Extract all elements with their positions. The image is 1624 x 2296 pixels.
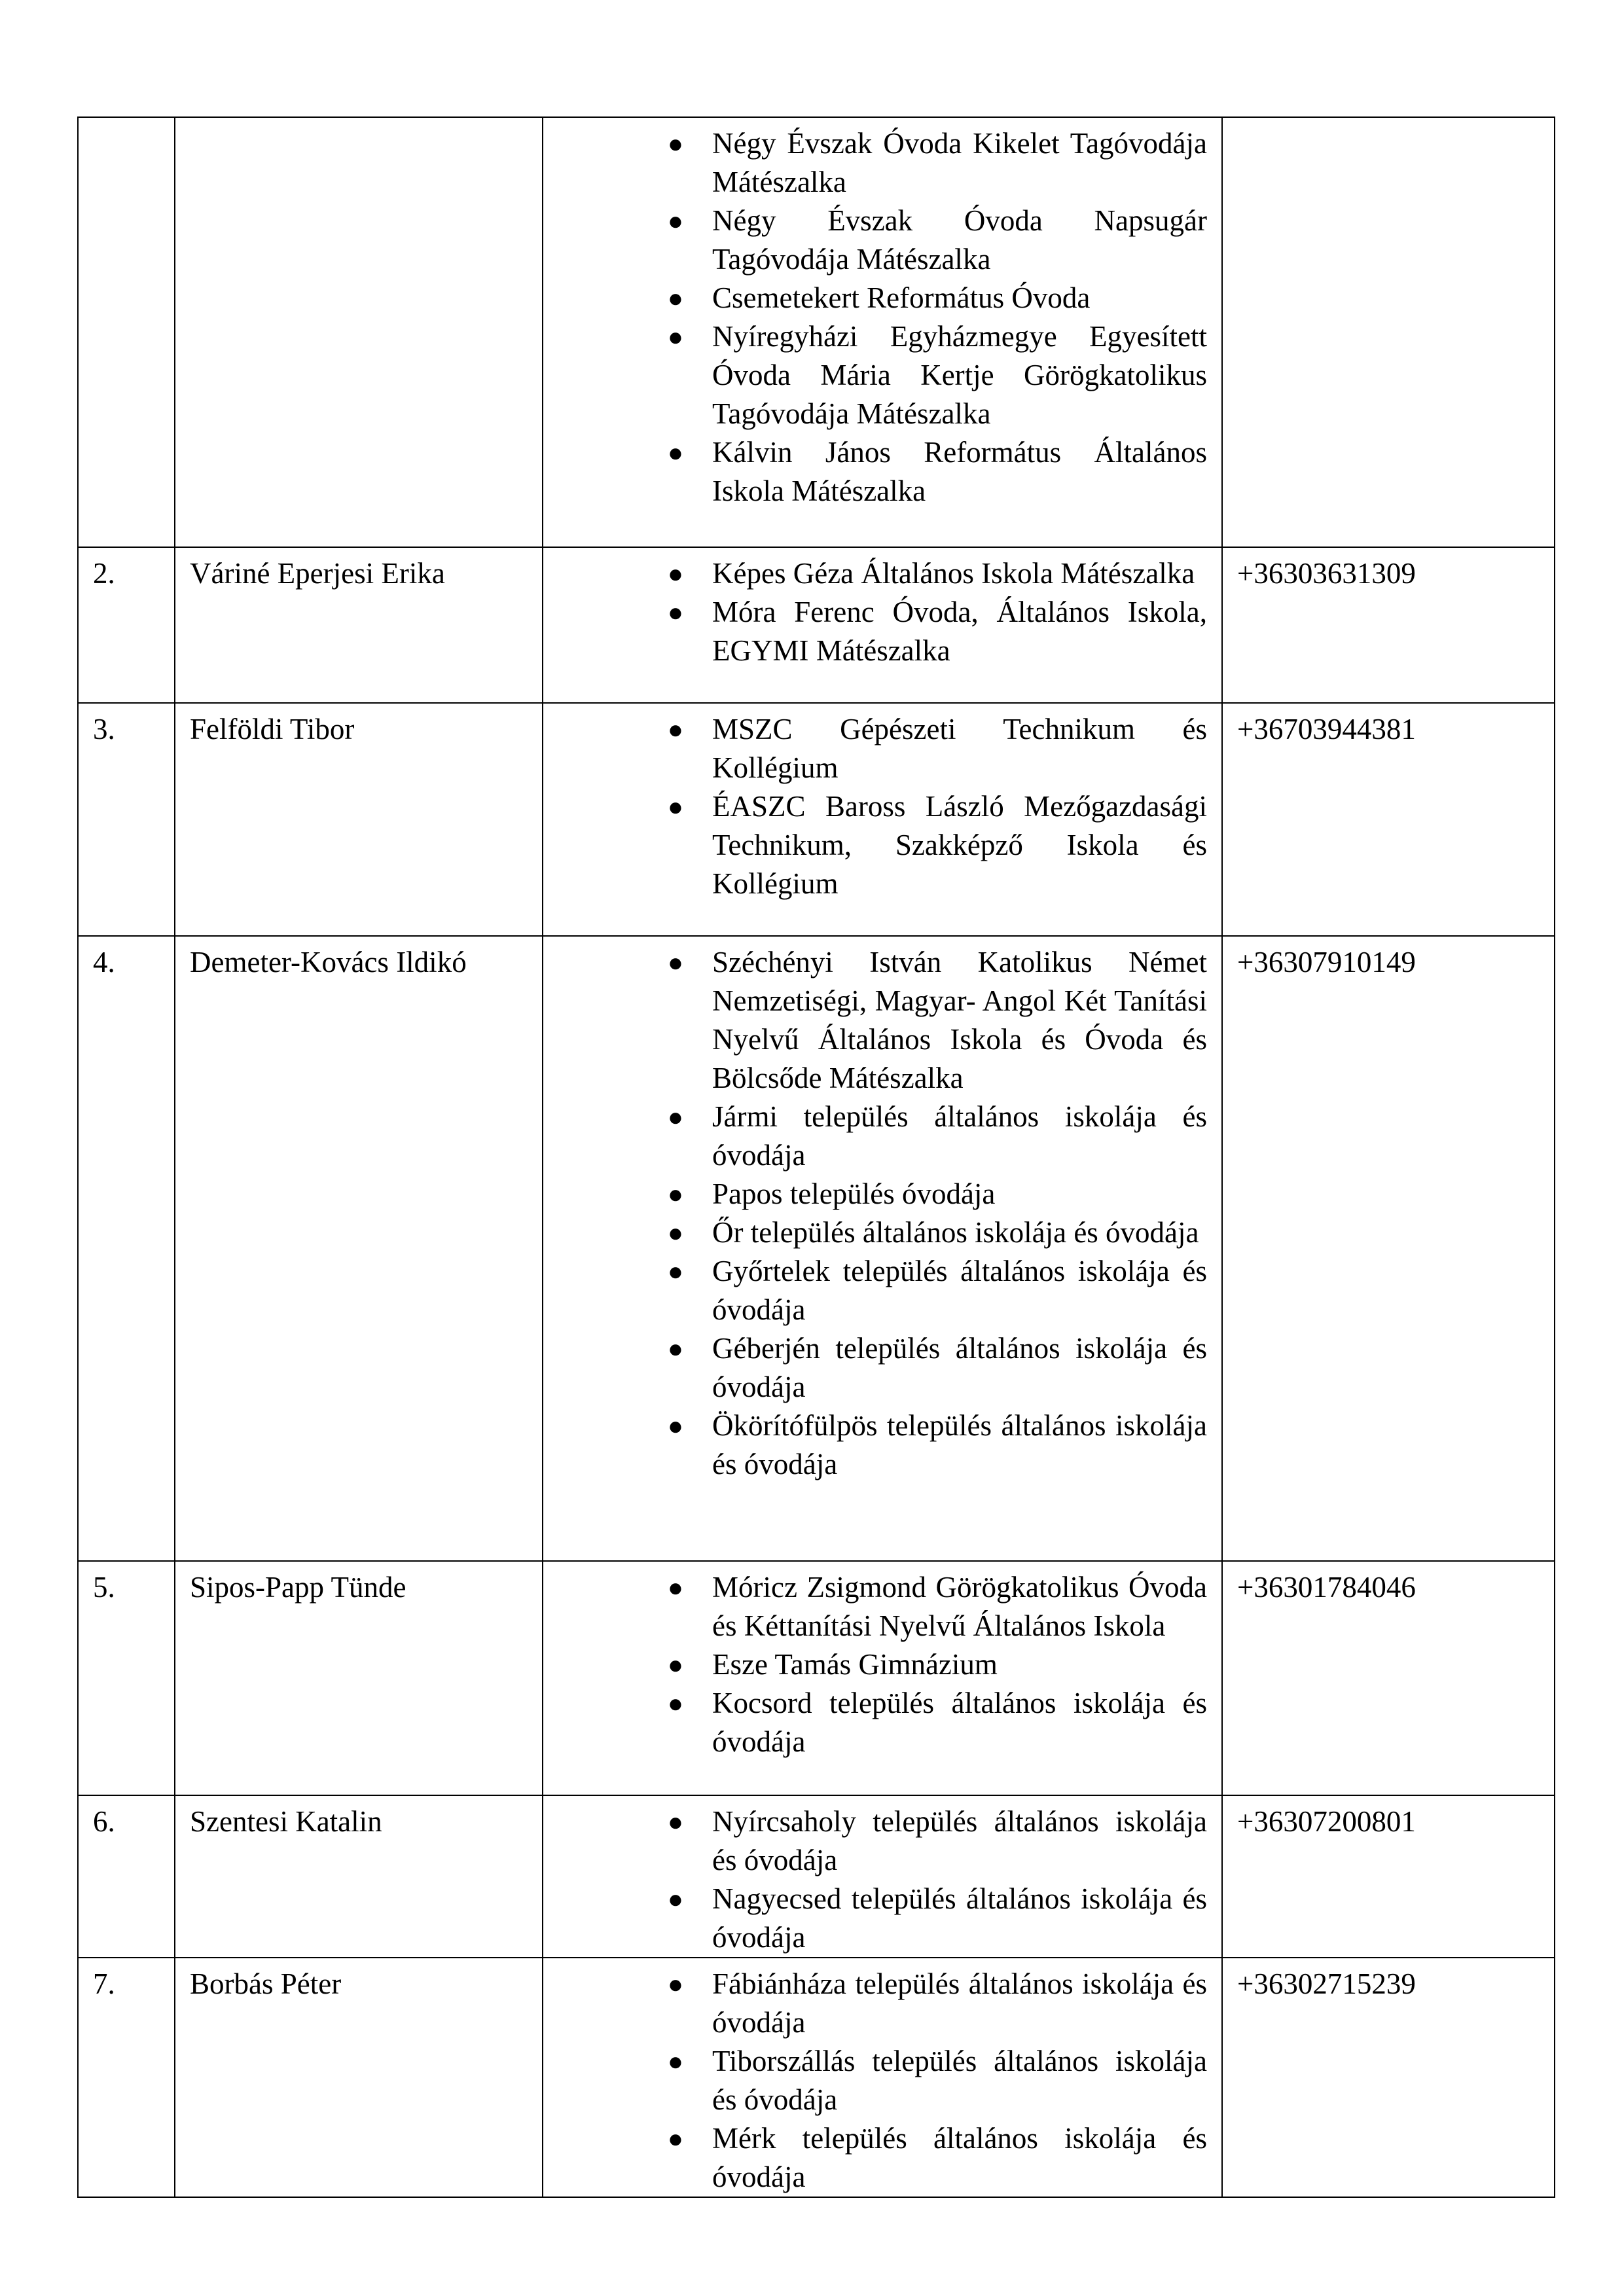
- bullet-icon: ●: [667, 715, 684, 744]
- institution-list: [543, 124, 1207, 511]
- bullet-icon: ●: [667, 598, 684, 627]
- phone-number: +36303631309: [1222, 547, 1555, 703]
- institution-name: Négy Évszak Óvoda Napsugár Tagóvodája Mátészalka: [712, 204, 1207, 276]
- bullet-icon: ●: [667, 1411, 684, 1441]
- row-number: 7.: [78, 1958, 175, 2197]
- table-row: [78, 1958, 1555, 2197]
- institution-name: Tiborszállás település általános iskolája és óvodája: [712, 2045, 1207, 2116]
- table-row: [78, 703, 1555, 936]
- institution-name: Géberjén település általános iskolája és óvodája: [712, 1332, 1207, 1403]
- institution-name: Mérk település általános iskolája és óvodája: [712, 2122, 1207, 2193]
- list-item: [543, 1965, 1207, 2042]
- bullet-icon: ●: [667, 322, 684, 351]
- bullet-icon: ●: [667, 1650, 684, 1679]
- row-number: 3.: [78, 703, 175, 936]
- institutions-cell: [543, 703, 1222, 936]
- table-row: [78, 1561, 1555, 1795]
- list-item: [543, 1684, 1207, 1761]
- phone-number: +36307200801: [1222, 1795, 1555, 1958]
- list-item: [543, 1175, 1207, 1213]
- table-row: [78, 936, 1555, 1561]
- bullet-icon: ●: [667, 129, 684, 158]
- institutions-cell: [543, 936, 1222, 1561]
- bullet-icon: ●: [667, 1257, 684, 1286]
- institution-list: [543, 943, 1207, 1484]
- list-item: [543, 787, 1207, 903]
- table-row: [78, 1795, 1555, 1958]
- phone-number: [1222, 117, 1555, 547]
- contact-name: Sipos-Papp Tünde: [175, 1561, 543, 1795]
- institutions-cell: [543, 547, 1222, 703]
- list-item: [543, 1098, 1207, 1175]
- institution-list: [543, 1568, 1207, 1761]
- institution-name: Móra Ferenc Óvoda, Általános Iskola, EGYMI Mátészalka: [712, 596, 1207, 667]
- institution-name: Széchényi István Katolikus Német Nemzetiségi, Magyar- Angol Két Tanítási Nyelvű Általános Iskola és Óvoda és Bölcsőde Mátészalka: [712, 946, 1207, 1094]
- list-item: [543, 554, 1207, 593]
- table-row: [78, 547, 1555, 703]
- list-item: [543, 279, 1207, 317]
- row-number: [78, 117, 175, 547]
- institution-name: MSZC Gépészeti Technikum és Kollégium: [712, 713, 1207, 784]
- row-number: 5.: [78, 1561, 175, 1795]
- contact-name: Borbás Péter: [175, 1958, 543, 2197]
- institution-name: ÉASZC Baross László Mezőgazdasági Technikum, Szakképző Iskola és Kollégium: [712, 790, 1207, 900]
- institution-name: Nyírcsaholy település általános iskolája és óvodája: [712, 1805, 1207, 1876]
- list-item: [543, 124, 1207, 202]
- bullet-icon: ●: [667, 1884, 684, 1914]
- bullet-icon: ●: [667, 1689, 684, 1718]
- institution-name: Jármi település általános iskolája és óvodája: [712, 1100, 1207, 1172]
- row-number: 6.: [78, 1795, 175, 1958]
- bullet-icon: ●: [667, 1807, 684, 1837]
- bullet-icon: ●: [667, 2047, 684, 2076]
- bullet-icon: ●: [667, 283, 684, 313]
- contact-name: [175, 117, 543, 547]
- bullet-icon: ●: [667, 1218, 684, 1247]
- bullet-icon: ●: [667, 1334, 684, 1363]
- phone-number: +36301784046: [1222, 1561, 1555, 1795]
- institution-name: Képes Géza Általános Iskola Mátészalka: [712, 557, 1195, 590]
- institution-name: Csemetekert Református Óvoda: [712, 281, 1091, 314]
- institution-name: Kálvin János Református Általános Iskola Mátészalka: [712, 436, 1207, 507]
- institution-name: Papos település óvodája: [712, 1177, 996, 1210]
- contact-name: Demeter-Kovács Ildikó: [175, 936, 543, 1561]
- list-item: [543, 943, 1207, 1098]
- institution-name: Fábiánháza település általános iskolája és óvodája: [712, 1967, 1207, 2039]
- institution-name: Kocsord település általános iskolája és óvodája: [712, 1687, 1207, 1758]
- institution-name: Esze Tamás Gimnázium: [712, 1648, 998, 1681]
- contact-name: Váriné Eperjesi Erika: [175, 547, 543, 703]
- row-number: 2.: [78, 547, 175, 703]
- contact-name: Szentesi Katalin: [175, 1795, 543, 1958]
- list-item: [543, 1880, 1207, 1957]
- bullet-icon: ●: [667, 1102, 684, 1132]
- institutions-cell: [543, 1795, 1222, 1958]
- list-item: [543, 593, 1207, 670]
- institutions-cell: [543, 1561, 1222, 1795]
- institution-name: Győrtelek település általános iskolája és óvodája: [712, 1255, 1207, 1326]
- bullet-icon: ●: [667, 1179, 684, 1209]
- institution-name: Őr település általános iskolája és óvodája: [712, 1216, 1199, 1249]
- phone-number: +36302715239: [1222, 1958, 1555, 2197]
- list-item: [543, 317, 1207, 433]
- contact-table: [77, 117, 1555, 2198]
- contact-name: Felföldi Tibor: [175, 703, 543, 936]
- list-item: [543, 1645, 1207, 1684]
- list-item: [543, 2119, 1207, 2197]
- list-item: [543, 1213, 1207, 1252]
- bullet-icon: ●: [667, 792, 684, 821]
- institution-list: [543, 710, 1207, 903]
- bullet-icon: ●: [667, 1969, 684, 1999]
- phone-number: +36703944381: [1222, 703, 1555, 936]
- list-item: [543, 1568, 1207, 1645]
- phone-number: +36307910149: [1222, 936, 1555, 1561]
- bullet-icon: ●: [667, 948, 684, 977]
- bullet-icon: ●: [667, 206, 684, 236]
- institutions-cell: [543, 1958, 1222, 2197]
- bullet-icon: ●: [667, 1573, 684, 1602]
- institution-list: [543, 554, 1207, 670]
- institution-list: [543, 1803, 1207, 1957]
- list-item: [543, 710, 1207, 787]
- table-row: [78, 117, 1555, 547]
- institution-name: Ökörítófülpös település általános iskolája és óvodája: [712, 1409, 1207, 1480]
- institution-name: Nagyecsed település általános iskolája és óvodája: [712, 1882, 1207, 1954]
- list-item: [543, 1329, 1207, 1407]
- list-item: [543, 433, 1207, 511]
- table-body: [78, 117, 1555, 2197]
- bullet-icon: ●: [667, 2124, 684, 2153]
- list-item: [543, 202, 1207, 279]
- list-item: [543, 2042, 1207, 2119]
- list-item: [543, 1407, 1207, 1484]
- institutions-cell: [543, 117, 1222, 547]
- institution-name: Négy Évszak Óvoda Kikelet Tagóvodája Mátészalka: [712, 127, 1207, 198]
- list-item: [543, 1803, 1207, 1880]
- institution-name: Nyíregyházi Egyházmegye Egyesített Óvoda Mária Kertje Görögkatolikus Tagóvodája Mátészalka: [712, 320, 1207, 430]
- bullet-icon: ●: [667, 438, 684, 467]
- bullet-icon: ●: [667, 559, 684, 588]
- institution-name: Móricz Zsigmond Görögkatolikus Óvoda és Kéttanítási Nyelvű Általános Iskola: [712, 1571, 1207, 1642]
- institution-list: [543, 1965, 1207, 2197]
- list-item: [543, 1252, 1207, 1329]
- row-number: 4.: [78, 936, 175, 1561]
